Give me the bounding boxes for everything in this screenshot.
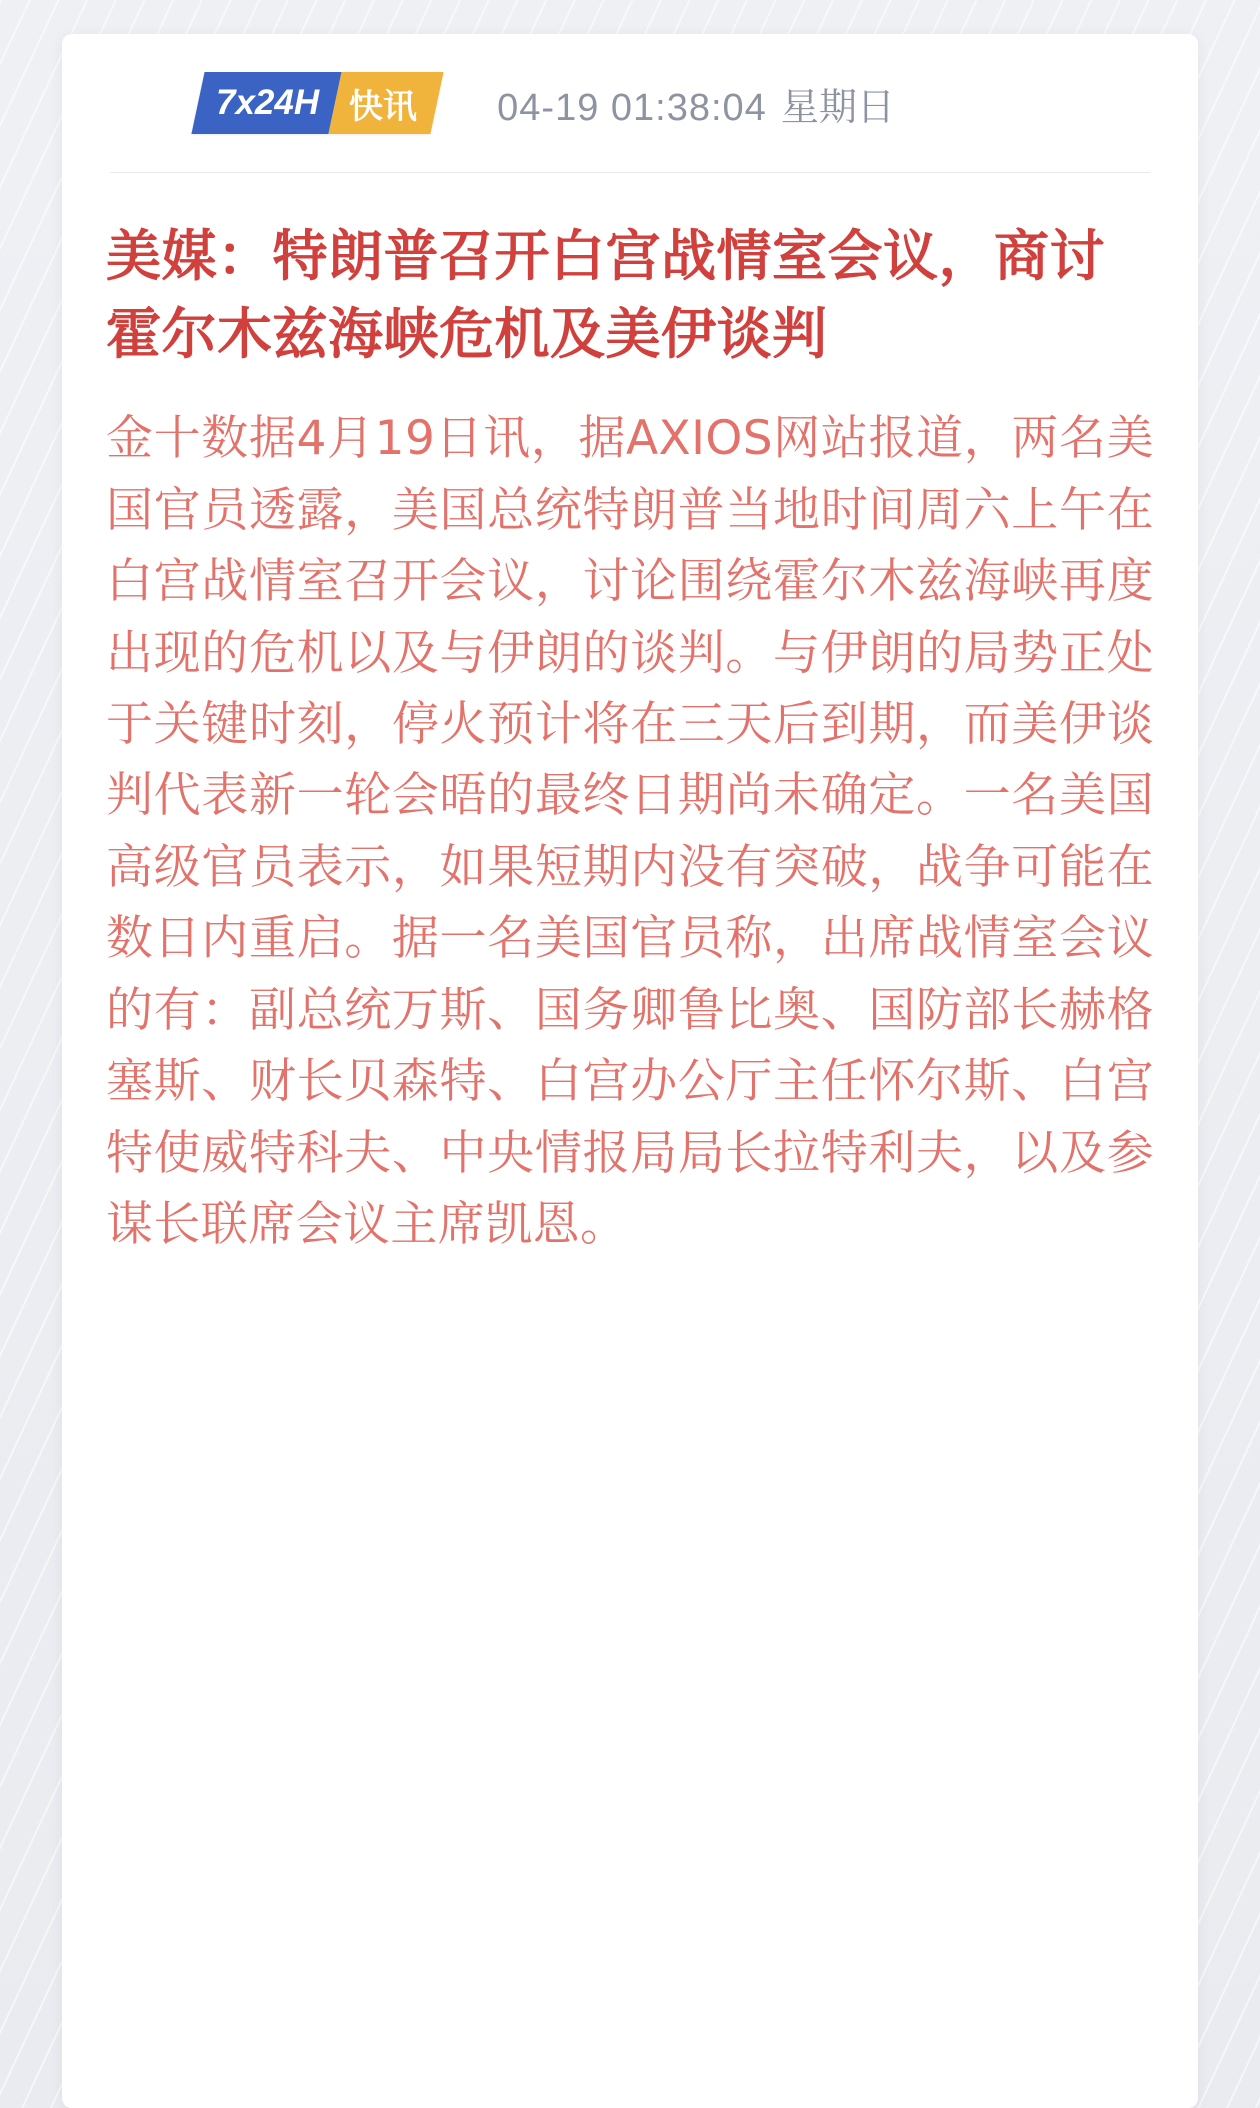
article-body: 金十数据4月19日讯，据AXIOS网站报道，两名美国官员透露，美国总统特朗普当地时间周六上午在白宫战情室召开会议，讨论围绕霍尔木兹海峡再度出现的危机以及与伊朗的谈判。与伊朗的局势正处于关键时刻，停火预计将在三天后到期，而美伊谈判代表新一轮会晤的最终日期尚未确定。一名美国高级官员表示，如果短期内没有突破，战争可能在数日内重启。据一名美国官员称，出席战情室会议的有：副总统万斯、国务卿鲁比奥、国防部长赫格塞斯、财长贝森特、白宫办公厅主任怀尔斯、白宫特使威特科夫、中央情报局局长拉特利夫，以及参谋长联席会议主席凯恩。	[106, 411, 1154, 1252]
brand-logo-primary-label: 7x24H	[216, 83, 320, 122]
article-headline: 美媒：特朗普召开白宫战情室会议，商讨霍尔木兹海峡危机及美伊谈判	[106, 224, 1106, 367]
timestamp-weekday: 星期日	[780, 86, 895, 129]
article-content	[106, 173, 1154, 1260]
timestamp-datetime: 04-19 01:38:04	[497, 86, 767, 129]
brand-logo[interactable]	[191, 72, 443, 134]
news-card	[62, 34, 1198, 2108]
card-header	[106, 34, 1154, 172]
brand-logo-secondary-label: 快讯	[349, 87, 418, 126]
brand-logo-primary	[191, 72, 341, 134]
timestamp	[497, 76, 895, 131]
brand-logo-secondary	[329, 72, 444, 134]
